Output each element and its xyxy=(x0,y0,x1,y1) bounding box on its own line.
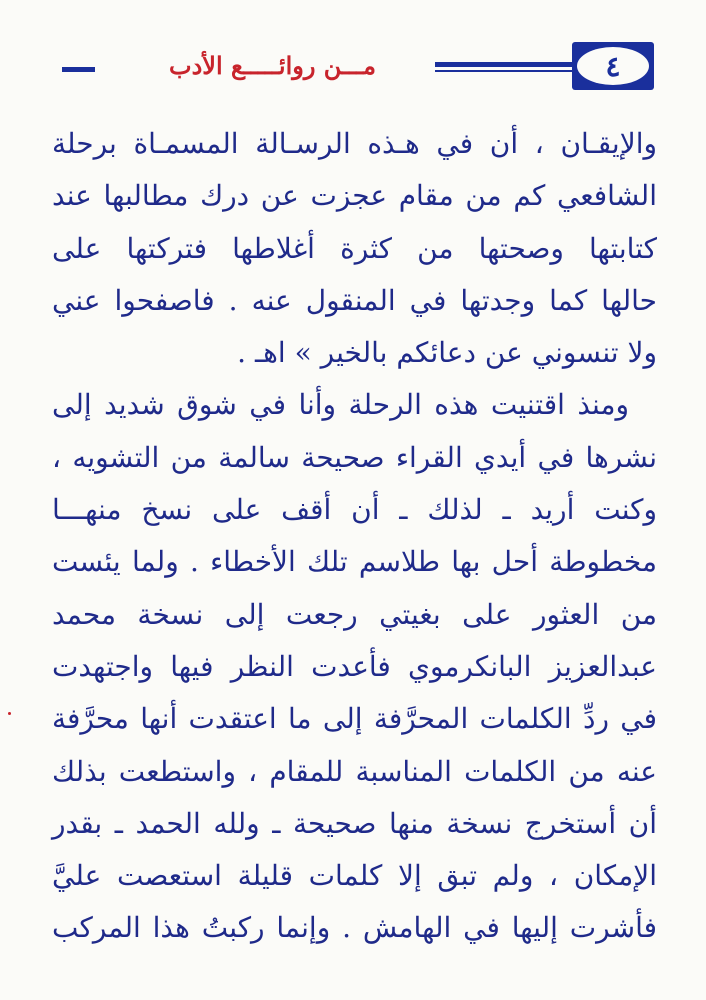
text-line: الإمكان ، ولم تبق إلا كلمات قليلة استعصت عليَّ xyxy=(52,859,657,893)
text-line: فأشرت إليها في الهامش . وإنما ركبتُ هذا المركب xyxy=(52,911,657,945)
page-header xyxy=(60,40,656,96)
running-title: مـــن روائـــــع الأدب xyxy=(168,51,377,80)
body-text xyxy=(52,118,657,955)
page-number: ٤ xyxy=(577,47,649,85)
text-line: وكنت أريد ـ لذلك ـ أن أقف على نسخ منهـــا xyxy=(52,493,657,527)
text-line: كتابتها وصحتها من كثرة أغلاطها فتركتها على xyxy=(52,231,657,265)
print-speck xyxy=(8,712,11,715)
text-line: والإيقـان ، أن في هـذه الرسـالة المسمـاة برحلة xyxy=(52,127,657,160)
text-line: أن أستخرج نسخة منها صحيحة ـ ولله الحمد ـ بقدر xyxy=(52,806,657,840)
header-rule-left xyxy=(62,67,95,72)
text-line: من العثور على بغيتي رجعت إلى نسخة محمد xyxy=(52,597,657,631)
text-line: عنه من الكلمات المناسبة للمقام ، واستطعت بذلك xyxy=(52,754,657,788)
text-line: عبدالعزيز البانكرموي فأعدت النظر فيها واجتهدت xyxy=(52,649,657,683)
text-line: ومنذ اقتنيت هذه الرحلة وأنا في شوق شديد إلى xyxy=(52,388,629,422)
text-line: ولا تنسوني عن دعائكم بالخير » اهـ . xyxy=(237,336,657,370)
text-line: مخطوطة أحل بها طلاسم تلك الأخطاء . ولما يئست xyxy=(52,545,657,579)
text-line: الشافعي كم من مقام عجزت عن درك مطالبها عند xyxy=(52,179,657,213)
text-line: حالها كما وجدتها في المنقول عنه . فاصفحوا عني xyxy=(52,283,657,317)
page-number-box xyxy=(572,42,654,90)
text-line: نشرها في أيدي القراء صحيحة سالمة من التشويه ، xyxy=(52,440,657,474)
text-line: في ردِّ الكلمات المحرَّفة إلى ما اعتقدت أنها محرَّفة xyxy=(52,702,657,736)
